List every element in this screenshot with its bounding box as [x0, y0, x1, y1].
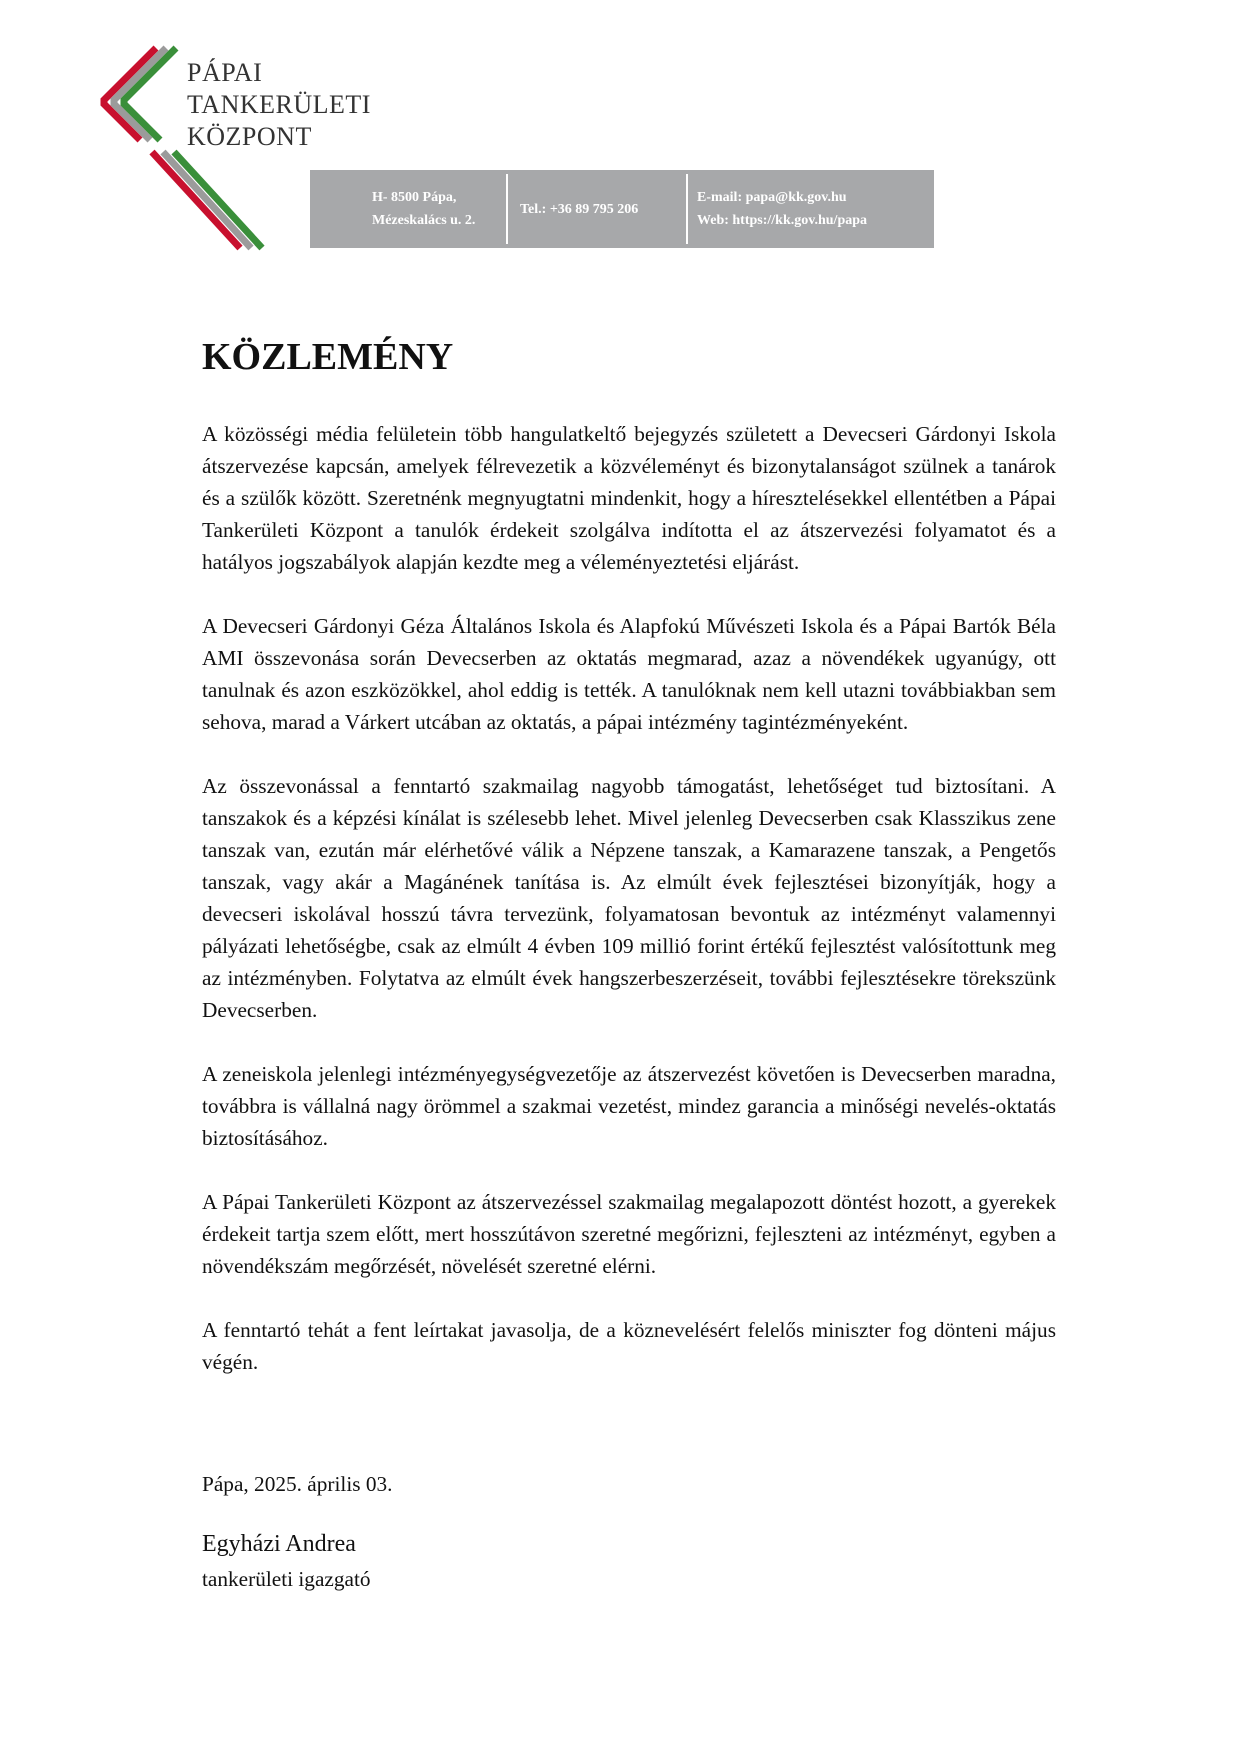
contact-divider	[686, 174, 688, 244]
document-title: KÖZLEMÉNY	[202, 336, 454, 378]
org-name-line-3: KÖZPONT	[187, 122, 312, 151]
address-line-2: Mézeskalács u. 2.	[372, 213, 476, 228]
paragraph: A Devecseri Gárdonyi Géza Általános Iskola és Alapfokú Művészeti Iskola és a Pápai Bartók Béla AMI összevonása során Devecserben az oktatás megmarad, azaz a növendékek ugyanúgy, ott tanulnak és azon eszközökkel, ahol eddig is tették. A tanulóknak nem kell utazni továbbiakban sem sehova, marad a Várkert utcában az oktatás, a pápai intézmény tagintézményeként.	[202, 614, 1056, 734]
logo-diagonal-stripe	[152, 152, 240, 248]
document-body	[202, 418, 1056, 1410]
paragraph: Az összevonással a fenntartó szakmailag nagyobb támogatást, lehetőséget tud biztosítani. A tanszakok és a képzési kínálat is szélesebb lehet. Mivel jelenleg Devecserben csak Klasszikus zene tanszak van, ezután már elérhetővé válik a Népzene tanszak, a Kamarazene tanszak, a Pengetős tanszak, vagy akár a Magánének tanítása is. Az elmúlt évek fejlesztései bizonyítják, hogy a devecseri iskolával hosszú távra tervezünk, folyamatosan bevontuk az intézményt valamennyi pályázati lehetőségbe, csak az elmúlt 4 évben 109 millió forint értékű fejlesztést valósítottunk meg az intézményben. Folytatva az elmúlt évek hangszerbeszerzéseit, további fejlesztésekre törekszünk Devecserben.	[202, 774, 1056, 1022]
logo-diagonal-stripe	[163, 152, 251, 248]
signer-name: Egyházi Andrea	[202, 1531, 356, 1557]
logo-diagonal-stripe	[174, 152, 262, 248]
place-date: Pápa, 2025. április 03.	[202, 1472, 393, 1496]
phone-text: Tel.: +36 89 795 206	[520, 201, 639, 217]
contact-phone	[520, 170, 690, 248]
paragraph: A közösségi média felületein több hangulatkeltő bejegyzés született a Devecseri Gárdonyi Iskola átszervezése kapcsán, amelyek félrevezetik a közvéleményt és bizonytalanságot szülnek a tanárok és a szülők között. Szeretnénk megnyugtatni mindenkit, hogy a híresztelésekkel ellentétben a Pápai Tankerületi Központ a tanulók érdekeit szolgálva indította el az átszervezési folyamatot és a hatályos jogszabályok alapján kezdte meg a véleményeztetési eljárást.	[202, 422, 1056, 574]
contact-email-web	[697, 170, 927, 248]
org-name-line-1: PÁPAI	[187, 58, 263, 87]
org-name-line-2: TANKERÜLETI	[187, 90, 371, 119]
closing-block	[202, 1468, 802, 1500]
address-line-1: H- 8500 Pápa,	[372, 190, 457, 205]
contact-address	[372, 170, 502, 248]
paragraph: A zeneiskola jelenlegi intézményegységvezetője az átszervezést követően is Devecserben maradna, továbbra is vállalná nagy örömmel a szakmai vezetést, mindez garancia a minőségi nevelés-oktatás biztosításához.	[202, 1062, 1056, 1150]
email-link[interactable]: E-mail: papa@kk.gov.hu	[697, 190, 847, 205]
paragraph: A Pápai Tankerületi Központ az átszervezéssel szakmailag megalapozott döntést hozott, a gyerekek érdekeit tartja szem előtt, mert hosszútávon szeretné megőrizni, fejleszteni az intézményt, egyben a növendékszám megőrzését, növelését szeretné elérni.	[202, 1190, 1056, 1278]
web-link[interactable]: Web: https://kk.gov.hu/papa	[697, 213, 868, 228]
contact-divider	[506, 174, 508, 244]
paragraph: A fenntartó tehát a fent leírtakat javasolja, de a köznevelésért felelős miniszter fog dönteni május végén.	[202, 1318, 1056, 1374]
signer-title: tankerületi igazgató	[202, 1567, 371, 1591]
contact-bar	[310, 170, 934, 248]
